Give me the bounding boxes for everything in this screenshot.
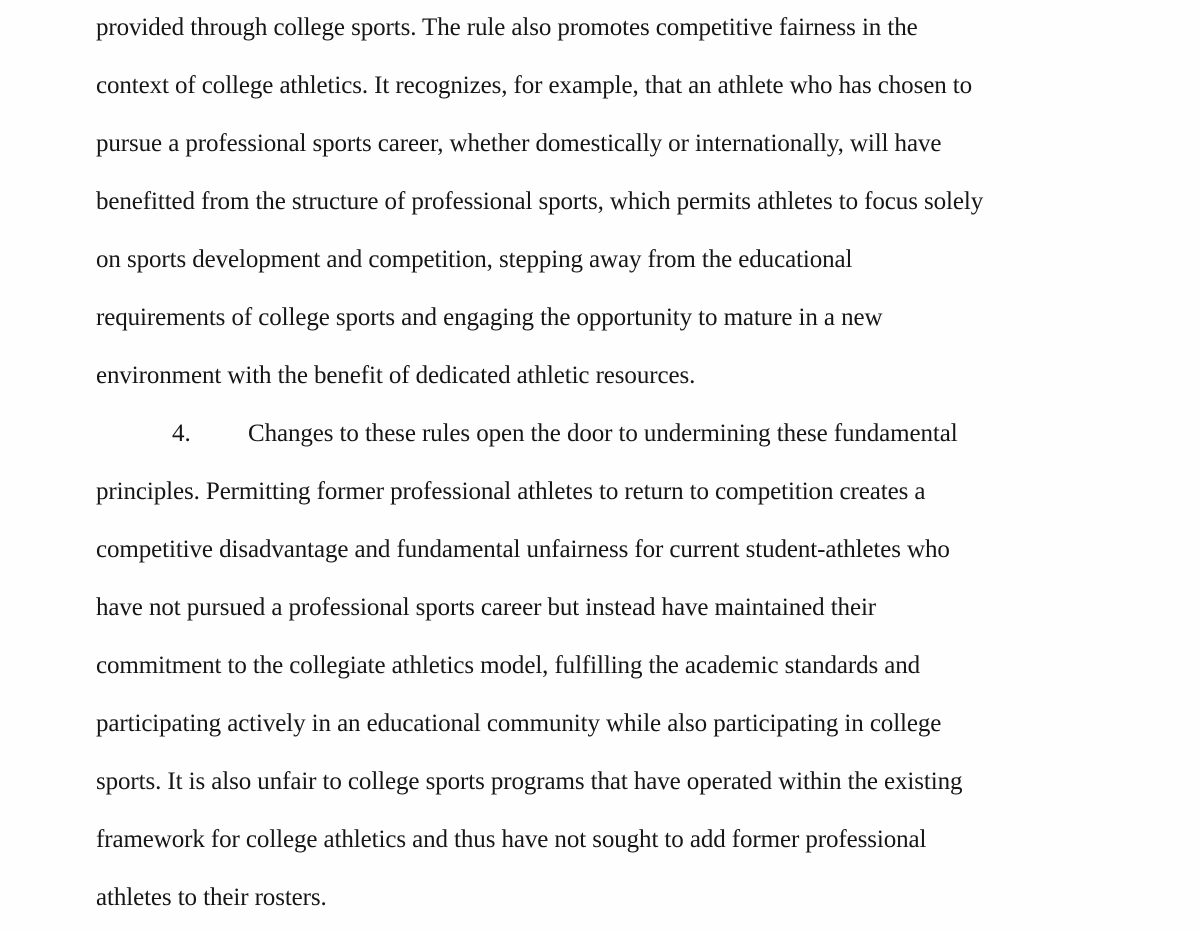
text-line: athletes to their rosters. bbox=[96, 884, 327, 911]
text-line: framework for college athletics and thus have not sought to add former professional bbox=[96, 826, 927, 853]
text-line: sports. It is also unfair to college sports programs that have operated within the existing bbox=[96, 768, 963, 795]
text-line: environment with the benefit of dedicated athletic resources. bbox=[96, 362, 696, 389]
text-line: principles. Permitting former professional athletes to return to competition creates a bbox=[96, 478, 926, 505]
text-line: benefitted from the structure of professional sports, which permits athletes to focus solely bbox=[96, 188, 984, 215]
text-line: commitment to the collegiate athletics model, fulfilling the academic standards and bbox=[96, 652, 921, 679]
text-line: requirements of college sports and engaging the opportunity to mature in a new bbox=[96, 304, 883, 331]
text-line: participating actively in an educational community while also participating in college bbox=[96, 710, 942, 737]
text-line: pursue a professional sports career, whether domestically or internationally, will have bbox=[96, 130, 942, 157]
paragraph-number: 4. bbox=[172, 420, 191, 447]
text-line: competitive disadvantage and fundamental unfairness for current student-athletes who bbox=[96, 536, 950, 563]
paragraph-first-line: Changes to these rules open the door to undermining these fundamental bbox=[248, 420, 958, 447]
text-line: have not pursued a professional sports career but instead have maintained their bbox=[96, 594, 877, 621]
text-line: context of college athletics. It recognizes, for example, that an athlete who has chosen to bbox=[96, 72, 972, 99]
text-line: provided through college sports. The rule also promotes competitive fairness in the bbox=[96, 14, 918, 41]
text-line: on sports development and competition, stepping away from the educational bbox=[96, 246, 853, 273]
